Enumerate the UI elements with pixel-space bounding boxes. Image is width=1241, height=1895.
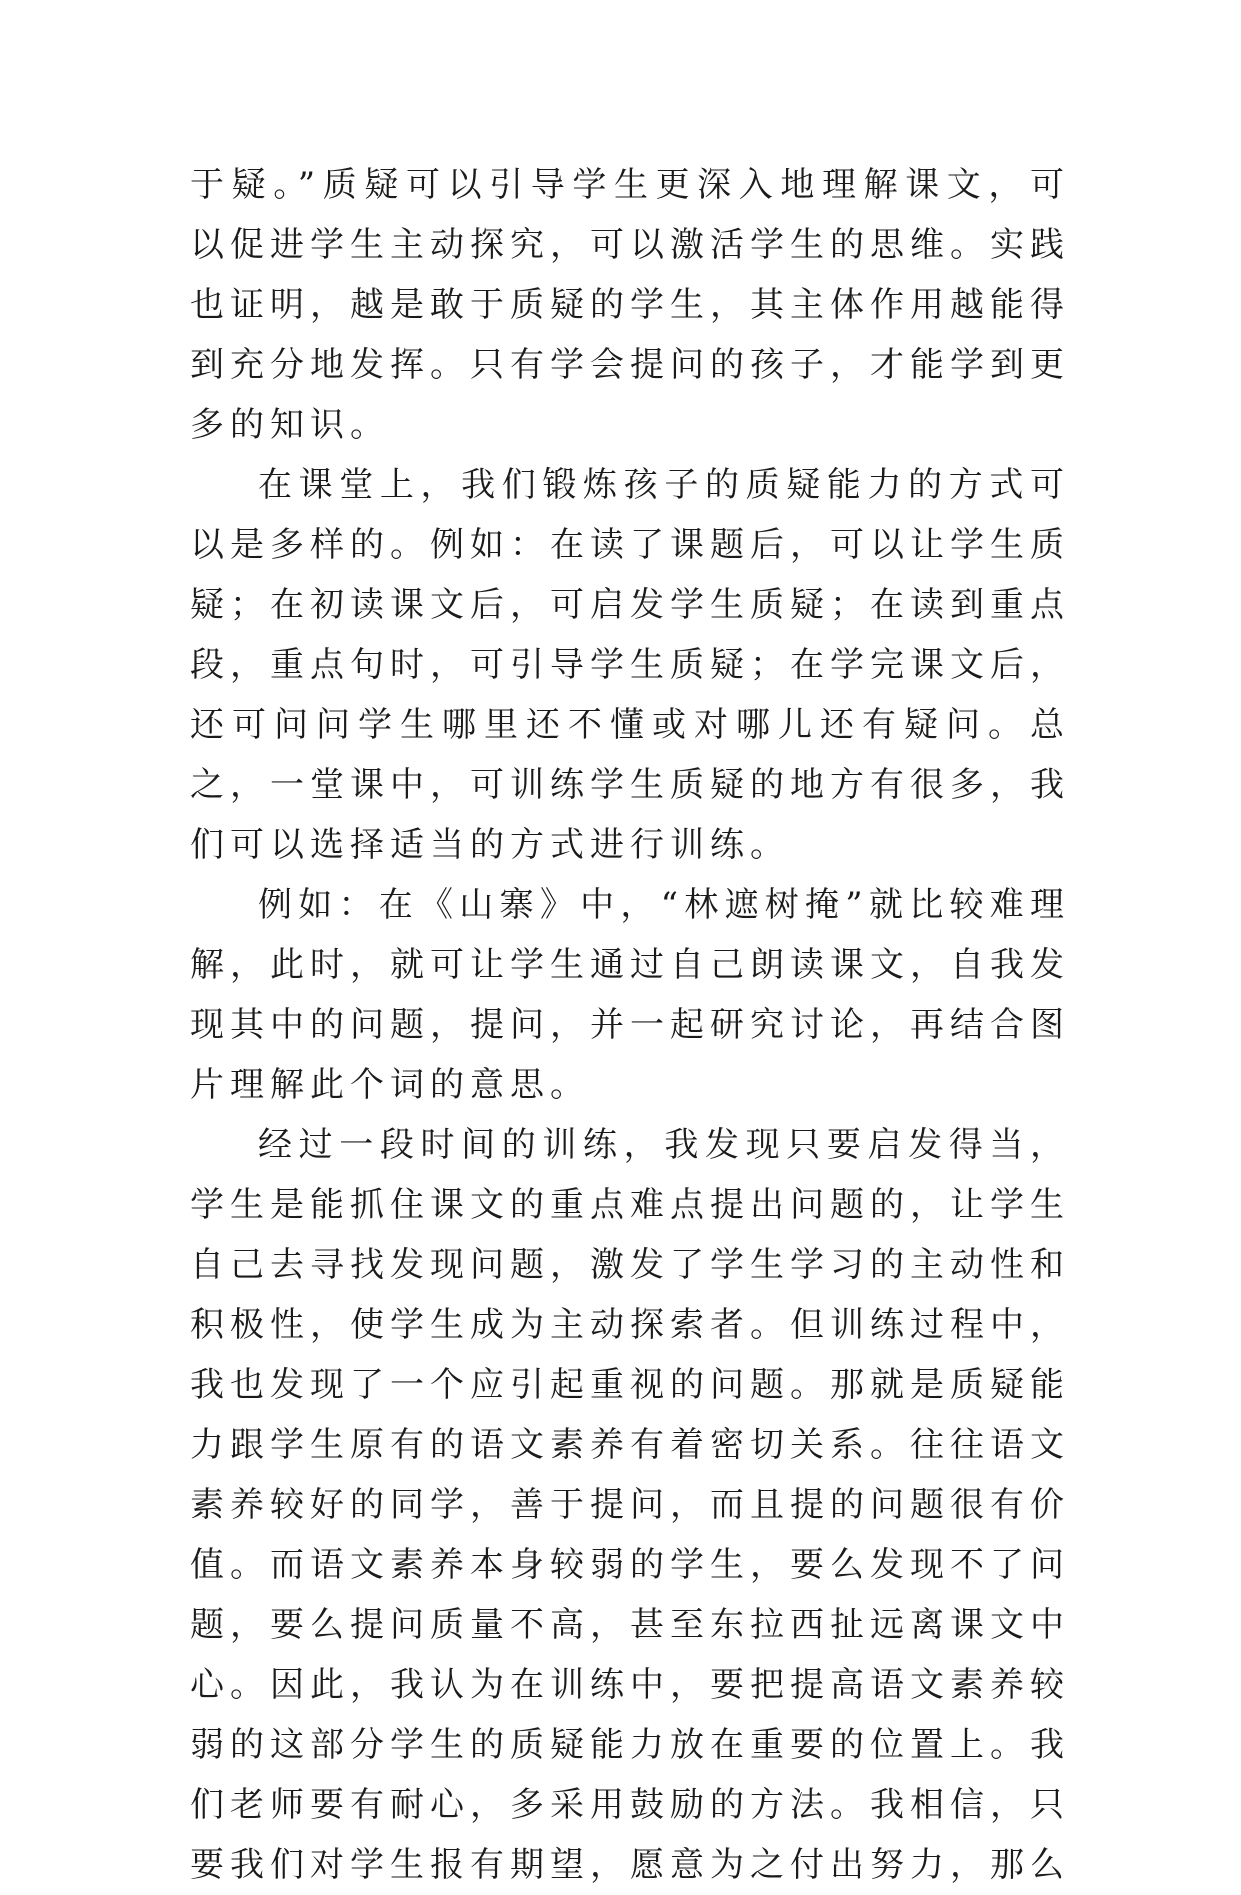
paragraph-continuation: 于疑。”质疑可以引导学生更深入地理解课文，可以促进学生主动探究，可以激活学生的思维。实践也证明，越是敢于质疑的学生，其主体作用越能得到充分地发挥。只有学会提问的孩子，才能学到更多的知识。 [190, 165, 1070, 445]
document-body [190, 155, 1070, 1895]
paragraph-training-reflection: 经过一段时间的训练，我发现只要启发得当，学生是能抓住课文的重点难点提出问题的，让学生自己去寻找发现问题，激发了学生学习的主动性和积极性，使学生成为主动探索者。但训练过程中，我也发现了一个应引起重视的问题。那就是质疑能力跟学生原有的语文素养有着密切关系。往往语文素养较好的同学，善于提问，而且提的问题很有价值。而语文素养本身较弱的学生，要么发现不了问题，要么提问质量不高，甚至东拉西扯远离课文中心。因此，我认为在训练中，要把提高语文素养较弱的这部分学生的质疑能力放在重要的位置上。我们老师要有耐心，多采用鼓励的方法。我相信，只要我们对学生报有期望，愿意为之付出努力，那么 [190, 1125, 1070, 1885]
paragraph-classroom-methods: 在课堂上，我们锻炼孩子的质疑能力的方式可以是多样的。例如：在读了课题后，可以让学生质疑；在初读课文后，可启发学生质疑；在读到重点段，重点句时，可引导学生质疑；在学完课文后，还可问问学生哪里还不懂或对哪儿还有疑问。总之，一堂课中，可训练学生质疑的地方有很多，我们可以选择适当的方式进行训练。 [190, 465, 1070, 865]
paragraph-example-shanzhai: 例如：在《山寨》中，“林遮树掩”就比较难理解，此时，就可让学生通过自己朗读课文，自我发现其中的问题，提问，并一起研究讨论，再结合图片理解此个词的意思。 [190, 885, 1070, 1105]
